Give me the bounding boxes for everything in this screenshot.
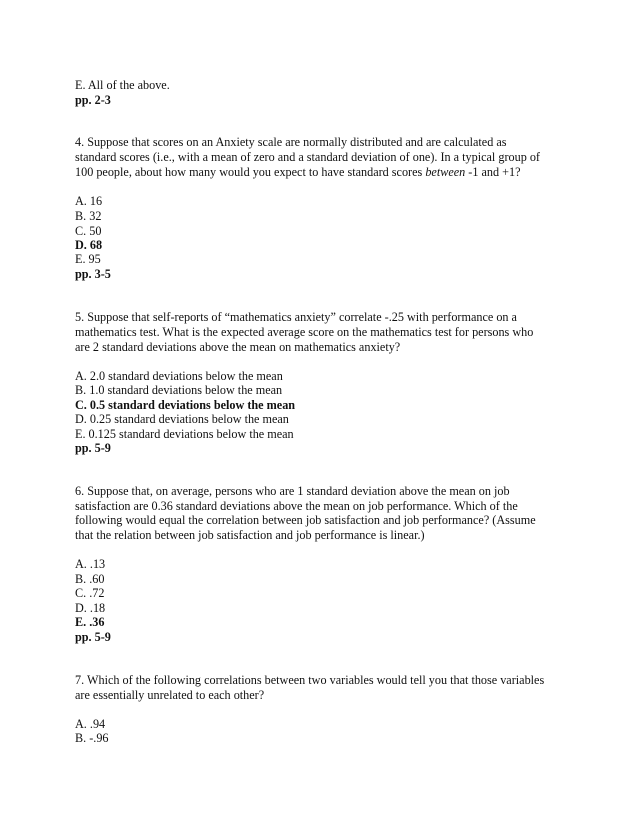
prev-pages: pp. 2-3 [75, 93, 111, 107]
q4-emphasis: between [425, 165, 466, 179]
q5-option-e: E. 0.125 standard deviations below the mean [75, 427, 294, 441]
q5-option-a: A. 2.0 standard deviations below the mean [75, 369, 283, 383]
q4-option-b: B. 32 [75, 209, 102, 223]
prev-option-e: E. All of the above. [75, 78, 170, 92]
q4-text-line-3-post: -1 and +1? [465, 165, 521, 179]
q4-option-e: E. 95 [75, 252, 101, 266]
q5-pages: pp. 5-9 [75, 441, 111, 455]
q5-option-d: D. 0.25 standard deviations below the mean [75, 412, 289, 426]
q5-option-b: B. 1.0 standard deviations below the mean [75, 383, 283, 397]
q7-text-line-1: 7. Which of the following correlations between two variables would tell you that those variables [75, 673, 545, 687]
q5-text-line-2: mathematics test. What is the expected average score on the mathematics test for persons who [75, 325, 534, 339]
q6-option-e-correct: E. .36 [75, 615, 105, 629]
q5-option-c-correct: C. 0.5 standard deviations below the mean [75, 398, 296, 412]
q6-option-b: B. .60 [75, 572, 105, 586]
q6-text-line-3: following would equal the correlation between job satisfaction and job performance? (Assume [75, 513, 536, 527]
q4-pages: pp. 3-5 [75, 267, 111, 281]
q6-option-d: D. .18 [75, 601, 106, 615]
q4-text-line-1: 4. Suppose that scores on an Anxiety scale are normally distributed and are calculated as [75, 135, 507, 149]
q6-text-line-1: 6. Suppose that, on average, persons who are 1 standard deviation above the mean on job [75, 484, 510, 498]
q5-text-line-1: 5. Suppose that self-reports of “mathematics anxiety” correlate -.25 with performance on a [75, 310, 517, 324]
q4-text-line-3-pre: 100 people, about how many would you expect to have standard scores [75, 165, 426, 179]
q4-option-a: A. 16 [75, 194, 103, 208]
q7-option-a: A. .94 [75, 717, 106, 731]
q6-text-line-2: satisfaction are 0.36 standard deviations above the mean on job performance. Which of the [75, 499, 518, 513]
q7-text-line-2: are essentially unrelated to each other? [75, 688, 265, 702]
q4-option-c: C. 50 [75, 224, 102, 238]
q4-text-line-2: standard scores (i.e., with a mean of zero and a standard deviation of one). In a typical group of [75, 150, 540, 164]
q4-option-d-correct: D. 68 [75, 238, 103, 252]
q5-text-line-3: are 2 standard deviations above the mean on mathematics anxiety? [75, 340, 401, 354]
q6-option-c: C. .72 [75, 586, 105, 600]
q6-option-a: A. .13 [75, 557, 106, 571]
q7-option-b: B. -.96 [75, 731, 109, 745]
q6-text-line-4: that the relation between job satisfaction and job performance is linear.) [75, 528, 425, 542]
q6-pages: pp. 5-9 [75, 630, 111, 644]
q4-text-line-3 [75, 165, 521, 180]
